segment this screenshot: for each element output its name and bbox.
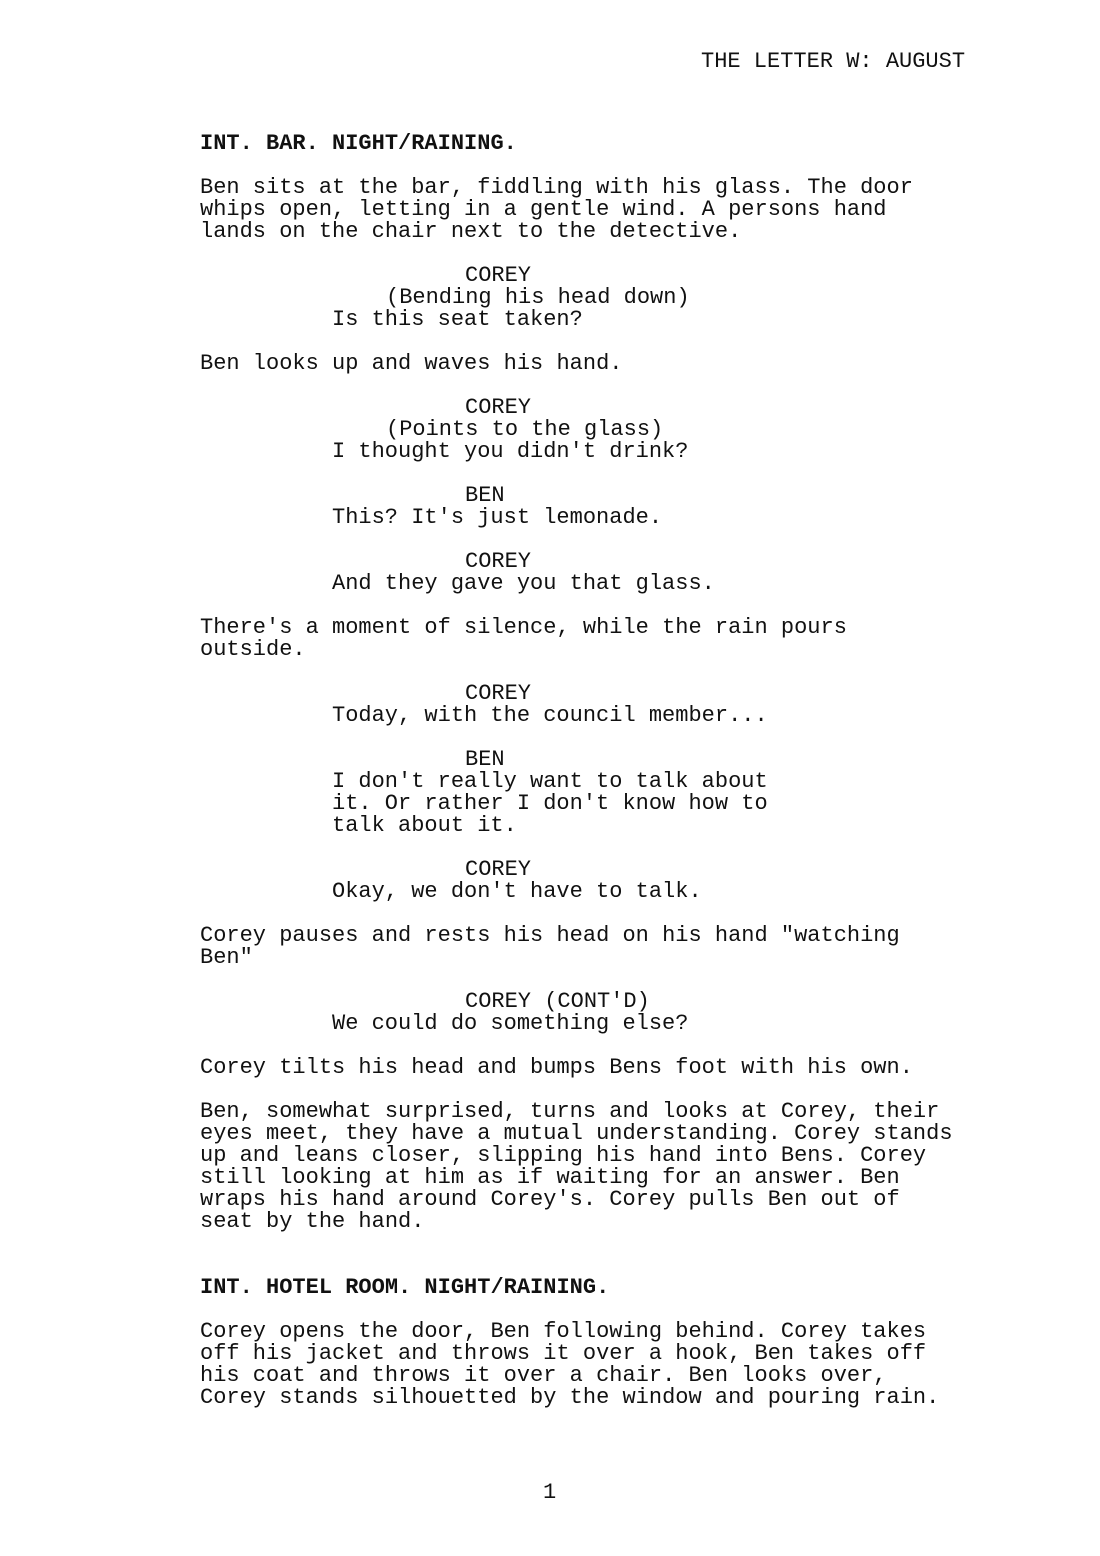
action-line: Ben" xyxy=(200,945,253,970)
dialogue-line: Today, with the council member... xyxy=(332,703,768,728)
character-name: COREY xyxy=(465,395,532,420)
blank-line xyxy=(200,1035,1000,1057)
action-line: off his jacket and throws it over a hook, Ben takes off xyxy=(200,1341,927,1366)
dialogue-line: We could do something else? xyxy=(332,1011,689,1036)
blank-line xyxy=(200,1255,1000,1277)
blank-line xyxy=(200,837,1000,859)
blank-line xyxy=(200,661,1000,683)
dialogue-line: Okay, we don't have to talk. xyxy=(332,879,702,904)
blank-line xyxy=(200,463,1000,485)
dialogue-line: Is this seat taken? xyxy=(332,307,583,332)
action-line: seat by the hand. xyxy=(200,1209,425,1234)
action-line: whips open, letting in a gentle wind. A persons hand xyxy=(200,197,887,222)
action-line: eyes meet, they have a mutual understanding. Corey stands xyxy=(200,1121,953,1146)
character-name: BEN xyxy=(465,747,505,772)
action-line: Corey tilts his head and bumps Bens foot with his own. xyxy=(200,1055,913,1080)
blank-line xyxy=(200,903,1000,925)
character-name: COREY xyxy=(465,549,532,574)
dialogue-line: I don't really want to talk about xyxy=(332,769,768,794)
blank-line xyxy=(200,727,1000,749)
script-body xyxy=(200,133,1000,1409)
dialogue-line: talk about it. xyxy=(332,813,517,838)
action-line: Corey stands silhouetted by the window and pouring rain. xyxy=(200,1385,940,1410)
character-name: COREY xyxy=(465,857,532,882)
dialogue-line: And they gave you that glass. xyxy=(332,571,715,596)
blank-line xyxy=(200,529,1000,551)
action-line: wraps his hand around Corey's. Corey pulls Ben out of xyxy=(200,1187,900,1212)
blank-line xyxy=(200,1299,1000,1321)
blank-line xyxy=(200,1233,1000,1255)
character-name: COREY xyxy=(465,681,532,706)
parenthetical: (Points to the glass) xyxy=(386,417,664,442)
blank-line xyxy=(200,1079,1000,1101)
character-name: COREY xyxy=(465,263,532,288)
character-name: COREY (CONT'D) xyxy=(465,989,650,1014)
action-line: outside. xyxy=(200,637,306,662)
blank-line xyxy=(200,155,1000,177)
action-line: There's a moment of silence, while the rain pours xyxy=(200,615,847,640)
action-line: Ben looks up and waves his hand. xyxy=(200,351,623,376)
scene-heading: INT. BAR. NIGHT/RAINING. xyxy=(200,131,517,156)
blank-line xyxy=(200,243,1000,265)
action-line: still looking at him as if waiting for an answer. Ben xyxy=(200,1165,900,1190)
page-header-title: THE LETTER W: AUGUST xyxy=(701,49,966,74)
action-line: lands on the chair next to the detective. xyxy=(200,219,742,244)
dialogue-line: This? It's just lemonade. xyxy=(332,505,663,530)
dialogue-line: it. Or rather I don't know how to xyxy=(332,791,768,816)
action-line: Corey pauses and rests his head on his hand "watching xyxy=(200,923,900,948)
parenthetical: (Bending his head down) xyxy=(386,285,690,310)
blank-line xyxy=(200,375,1000,397)
action-line: Ben sits at the bar, fiddling with his glass. The door xyxy=(200,175,913,200)
scene-heading: INT. HOTEL ROOM. NIGHT/RAINING. xyxy=(200,1275,610,1300)
character-name: BEN xyxy=(465,483,505,508)
page-number: 1 xyxy=(543,1480,557,1505)
dialogue-line: I thought you didn't drink? xyxy=(332,439,689,464)
action-line: up and leans closer, slipping his hand into Bens. Corey xyxy=(200,1143,927,1168)
action-line: Corey opens the door, Ben following behind. Corey takes xyxy=(200,1319,927,1344)
blank-line xyxy=(200,595,1000,617)
blank-line xyxy=(200,969,1000,991)
action-line: Ben, somewhat surprised, turns and looks at Corey, their xyxy=(200,1099,940,1124)
blank-line xyxy=(200,331,1000,353)
action-line: his coat and throws it over a chair. Ben looks over, xyxy=(200,1363,887,1388)
